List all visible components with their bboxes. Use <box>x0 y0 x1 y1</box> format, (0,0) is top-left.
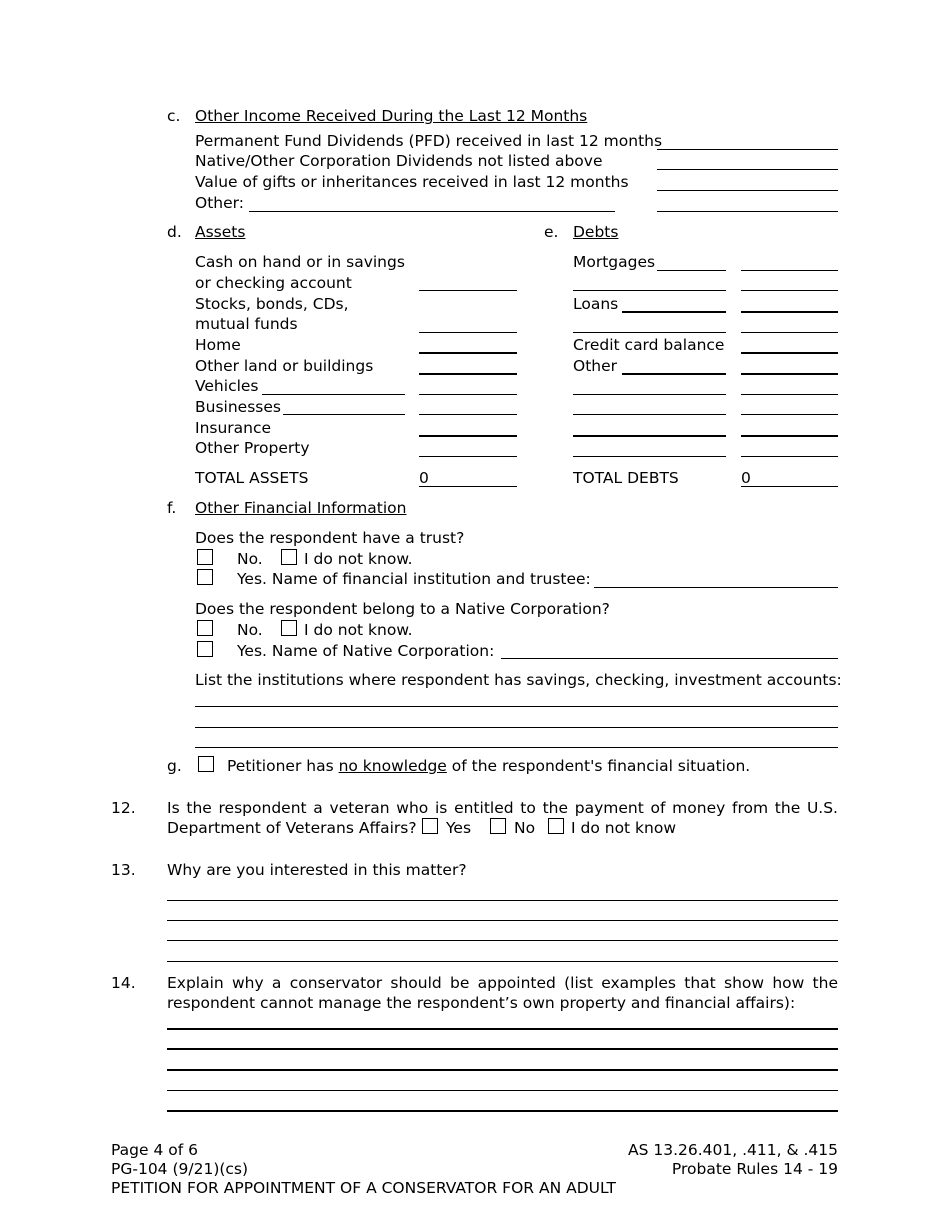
veteran-dont-know-checkbox[interactable] <box>548 818 564 834</box>
other-debt-desc-field[interactable] <box>622 373 726 375</box>
vehicles-label: Vehicles <box>195 377 259 395</box>
total-debts-value: 0 <box>741 469 751 487</box>
native-corp-name-field[interactable] <box>501 658 838 659</box>
section-c-letter: c. <box>167 107 181 125</box>
total-assets-field[interactable] <box>419 486 517 487</box>
mortgages-label: Mortgages <box>573 253 656 271</box>
other-income-amount-field[interactable] <box>657 211 838 212</box>
mortgages-amount-field-2[interactable] <box>741 290 838 291</box>
pfd-field[interactable] <box>657 149 838 150</box>
gifts-label: Value of gifts or inheritances received in last 12 months <box>195 173 629 191</box>
total-assets-label: TOTAL ASSETS <box>195 469 309 487</box>
other-income-desc-field[interactable] <box>249 211 615 212</box>
insurance-field[interactable] <box>419 435 517 437</box>
stocks-label-1: Stocks, bonds, CDs, <box>195 295 349 313</box>
institutions-line-3[interactable] <box>195 747 838 748</box>
institutions-prompt: List the institutions where respondent has savings, checking, investment accounts: <box>195 671 842 689</box>
mortgages-desc-field-1[interactable] <box>657 270 726 271</box>
home-label: Home <box>195 336 241 354</box>
section-g-letter: g. <box>167 757 182 775</box>
trust-dont-know-label: I do not know. <box>304 550 413 568</box>
q14-text-line-1: Explain why a conservator should be appointed (list examples that show how the <box>167 974 838 992</box>
loans-desc-field-2[interactable] <box>573 332 726 333</box>
assets-title: Assets <box>195 223 246 241</box>
q14-line-1[interactable] <box>167 1028 838 1030</box>
q13-line-3[interactable] <box>167 940 838 941</box>
no-knowledge-checkbox[interactable] <box>198 756 214 772</box>
no-knowledge-statement: Petitioner has no knowledge of the respondent's financial situation. <box>227 757 751 775</box>
q12-text-line-1: Is the respondent a veteran who is entitled to the payment of money from the U.S. <box>167 799 838 817</box>
debt-desc-field-c[interactable] <box>573 435 726 437</box>
loans-amount-field-2[interactable] <box>741 332 838 333</box>
other-income-label: Other: <box>195 194 244 212</box>
other-property-label: Other Property <box>195 439 310 457</box>
land-label: Other land or buildings <box>195 357 374 375</box>
section-e-letter: e. <box>544 223 559 241</box>
veteran-no-checkbox[interactable] <box>490 818 506 834</box>
veteran-yes-label: Yes <box>446 819 472 837</box>
q13-text: Why are you interested in this matter? <box>167 861 467 879</box>
vehicles-desc-field[interactable] <box>262 394 405 395</box>
q13-line-4[interactable] <box>167 961 838 962</box>
q14-line-2[interactable] <box>167 1048 838 1050</box>
section-c-title: Other Income Received During the Last 12 Months <box>195 107 588 125</box>
footer-form-title: PETITION FOR APPOINTMENT OF A CONSERVATOR FOR AN ADULT <box>111 1179 616 1197</box>
native-dividends-label: Native/Other Corporation Dividends not listed above <box>195 152 603 170</box>
native-yes-label: Yes. Name of Native Corporation: <box>237 642 495 660</box>
veteran-yes-checkbox[interactable] <box>422 818 438 834</box>
q14-text-line-2: respondent cannot manage the respondent’s own property and financial affairs): <box>167 994 796 1012</box>
businesses-label: Businesses <box>195 398 281 416</box>
other-debt-label: Other <box>573 357 618 375</box>
home-field[interactable] <box>419 352 517 354</box>
pfd-label: Permanent Fund Dividends (PFD) received in last 12 months <box>195 132 663 150</box>
native-no-label: No. <box>237 621 263 639</box>
debt-amount-field-d[interactable] <box>741 456 838 457</box>
mortgages-desc-field-2[interactable] <box>573 290 726 291</box>
cash-label-2: or checking account <box>195 274 352 292</box>
q13-number: 13. <box>111 861 136 879</box>
footer-rules: Probate Rules 14 - 19 <box>671 1160 838 1178</box>
mortgages-amount-field-1[interactable] <box>741 270 838 271</box>
loans-amount-field-1[interactable] <box>741 311 838 313</box>
section-f-title: Other Financial Information <box>195 499 407 517</box>
debt-amount-field-c[interactable] <box>741 435 838 437</box>
insurance-label: Insurance <box>195 419 272 437</box>
debt-amount-field-a[interactable] <box>741 394 838 395</box>
gifts-field[interactable] <box>657 190 838 191</box>
institutions-line-2[interactable] <box>195 727 838 728</box>
debt-amount-field-b[interactable] <box>741 414 838 415</box>
footer-statute: AS 13.26.401, .411, & .415 <box>628 1141 838 1159</box>
trust-yes-checkbox[interactable] <box>197 569 213 585</box>
debt-desc-field-b[interactable] <box>573 414 726 415</box>
debt-desc-field-a[interactable] <box>573 394 726 395</box>
footer-form-id: PG-104 (9/21)(cs) <box>111 1160 249 1178</box>
total-debts-label: TOTAL DEBTS <box>573 469 679 487</box>
cash-label-1: Cash on hand or in savings <box>195 253 405 271</box>
native-no-checkbox[interactable] <box>197 620 213 636</box>
section-d-letter: d. <box>167 223 182 241</box>
veteran-dont-know-label: I do not know <box>571 819 677 837</box>
native-question: Does the respondent belong to a Native Corporation? <box>195 600 610 618</box>
q14-number: 14. <box>111 974 136 992</box>
land-field[interactable] <box>419 373 517 375</box>
native-yes-checkbox[interactable] <box>197 641 213 657</box>
stocks-field[interactable] <box>419 332 517 333</box>
cash-field[interactable] <box>419 290 517 291</box>
footer-page-number: Page 4 of 6 <box>111 1141 198 1159</box>
q12-text-line-2: Department of Veterans Affairs? <box>167 819 417 837</box>
native-dont-know-label: I do not know. <box>304 621 413 639</box>
other-property-field[interactable] <box>419 456 517 457</box>
q14-line-3[interactable] <box>167 1069 838 1071</box>
stocks-label-2: mutual funds <box>195 315 298 333</box>
trust-question: Does the respondent have a trust? <box>195 529 465 547</box>
native-dividends-field[interactable] <box>657 169 838 170</box>
businesses-desc-field[interactable] <box>283 414 405 415</box>
credit-card-field[interactable] <box>741 352 838 354</box>
vehicles-field[interactable] <box>419 394 517 395</box>
loans-desc-field-1[interactable] <box>622 311 726 313</box>
debts-title: Debts <box>573 223 619 241</box>
trustee-name-field[interactable] <box>594 587 838 588</box>
trust-no-checkbox[interactable] <box>197 549 213 565</box>
trust-dont-know-checkbox[interactable] <box>281 549 297 565</box>
veteran-no-label: No <box>514 819 536 837</box>
section-f-letter: f. <box>167 499 177 517</box>
other-debt-amount-field[interactable] <box>741 373 838 375</box>
q12-number: 12. <box>111 799 136 817</box>
businesses-field[interactable] <box>419 414 517 415</box>
trust-yes-label: Yes. Name of financial institution and trustee: <box>237 570 591 588</box>
credit-card-label: Credit card balance <box>573 336 725 354</box>
q14-line-5[interactable] <box>167 1110 838 1112</box>
loans-label: Loans <box>573 295 619 313</box>
q13-line-1[interactable] <box>167 900 838 901</box>
institutions-line-1[interactable] <box>195 706 838 707</box>
trust-no-label: No. <box>237 550 263 568</box>
debt-desc-field-d[interactable] <box>573 456 726 457</box>
q13-line-2[interactable] <box>167 920 838 921</box>
total-assets-value: 0 <box>419 469 429 487</box>
q14-line-4[interactable] <box>167 1090 838 1091</box>
total-debts-field[interactable] <box>741 486 838 487</box>
native-dont-know-checkbox[interactable] <box>281 620 297 636</box>
